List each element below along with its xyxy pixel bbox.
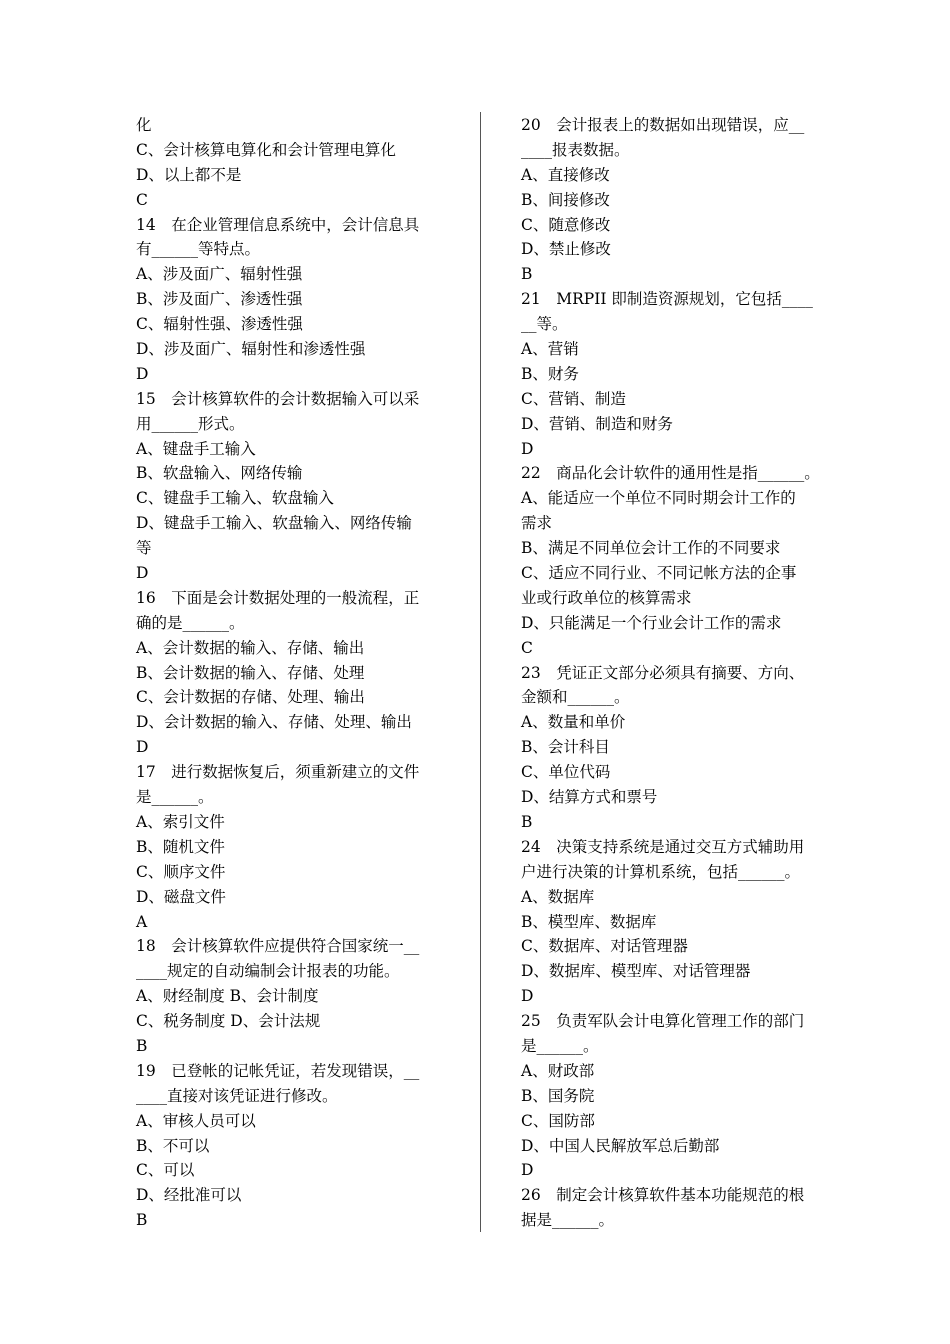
text-line: 19 已登帐的记帐凭证，若发现错误，__ xyxy=(136,1061,420,1080)
text-line: B、会计科目 xyxy=(521,738,610,757)
text-line: C、随意修改 xyxy=(521,215,611,234)
text-line: ____规定的自动编制会计报表的功能。 xyxy=(136,962,400,981)
text-line: D、涉及面广、辐射性和渗透性强 xyxy=(136,340,366,359)
text-line: 是______。 xyxy=(521,1036,599,1055)
text-line: A、财经制度 B、会计制度 xyxy=(136,987,319,1006)
text-line: B、涉及面广、渗透性强 xyxy=(136,290,303,309)
text-line: D、以上都不是 xyxy=(136,165,242,184)
text-line: D、营销、制造和财务 xyxy=(521,414,673,433)
text-line: A、索引文件 xyxy=(136,812,225,831)
text-line: B、不可以 xyxy=(136,1136,210,1155)
text-line: D xyxy=(136,738,149,757)
text-line: A、涉及面广、辐射性强 xyxy=(136,265,303,284)
text-line: D、键盘手工输入、软盘输入、网络传输 xyxy=(136,514,412,533)
text-line: 金额和______。 xyxy=(521,688,630,707)
text-line: 化 xyxy=(136,116,152,134)
text-line: 22 商品化会计软件的通用性是指______。 xyxy=(521,464,820,483)
text-line: D、结算方式和票号 xyxy=(521,788,658,807)
column-divider xyxy=(480,112,481,1232)
text-line: A、能适应一个单位不同时期会计工作的 xyxy=(521,489,796,508)
text-line: 需求 xyxy=(521,514,553,533)
text-line: A、数量和单价 xyxy=(521,713,626,732)
text-line: B、满足不同单位会计工作的不同要求 xyxy=(521,539,781,558)
text-line: 18 会计核算软件应提供符合国家统一__ xyxy=(136,937,420,956)
text-line: 确的是______。 xyxy=(136,613,245,632)
text-line: C、会计核算电算化和会计管理电算化 xyxy=(136,140,396,159)
text-line: D、禁止修改 xyxy=(521,240,611,259)
text-line: __等。 xyxy=(521,315,568,334)
text-line: B、财务 xyxy=(521,364,579,383)
text-line: A xyxy=(136,912,148,931)
text-line: D、磁盘文件 xyxy=(136,887,226,906)
text-line: ____报表数据。 xyxy=(521,140,630,159)
text-line: C、键盘手工输入、软盘输入 xyxy=(136,489,334,508)
text-line: 15 会计核算软件的会计数据输入可以采 xyxy=(136,389,420,408)
text-line: 是______。 xyxy=(136,788,214,807)
text-line: D xyxy=(136,564,149,583)
text-line: C、顺序文件 xyxy=(136,862,226,881)
text-line: 26 制定会计核算软件基本功能规范的根 xyxy=(521,1186,805,1205)
text-line: 20 会计报表上的数据如出现错误，应__ xyxy=(521,116,805,134)
text-line: C xyxy=(136,190,148,209)
text-line: 16 下面是会计数据处理的一般流程，正 xyxy=(136,588,420,607)
text-line: B、软盘输入、网络传输 xyxy=(136,464,303,483)
text-line: C、税务制度 D、会计法规 xyxy=(136,1012,321,1031)
text-line: C、适应不同行业、不同记帐方法的企事 xyxy=(521,564,797,583)
text-line: 等 xyxy=(136,539,152,558)
text-line: D、只能满足一个行业会计工作的需求 xyxy=(521,613,782,632)
text-line: 据是______。 xyxy=(521,1211,615,1230)
text-line: 25 负责军队会计电算化管理工作的部门 xyxy=(521,1012,805,1031)
text-line: A、财政部 xyxy=(521,1061,595,1080)
text-line: B xyxy=(136,1036,148,1055)
text-line: B xyxy=(521,265,533,284)
text-line: 户进行决策的计算机系统，包括______。 xyxy=(521,862,801,881)
text-line: 用______形式。 xyxy=(136,414,245,433)
text-line: A、直接修改 xyxy=(521,165,610,184)
text-line: D、中国人民解放军总后勤部 xyxy=(521,1136,720,1155)
text-line: D xyxy=(136,364,149,383)
right-column xyxy=(521,113,831,1233)
text-line: B、间接修改 xyxy=(521,190,610,209)
text-line: C、会计数据的存储、处理、输出 xyxy=(136,688,365,707)
text-line: D、经批准可以 xyxy=(136,1186,242,1205)
text-line: B、会计数据的输入、存储、处理 xyxy=(136,663,365,682)
text-line: 23 凭证正文部分必须具有摘要、方向、 xyxy=(521,663,805,682)
text-line: 有______等特点。 xyxy=(136,240,261,259)
text-line: B、模型库、数据库 xyxy=(521,912,657,931)
text-line: 21 MRPII 即制造资源规划，它包括____ xyxy=(521,290,813,309)
text-line: C、可以 xyxy=(136,1161,195,1180)
text-line: 17 进行数据恢复后，须重新建立的文件 xyxy=(136,763,420,782)
text-line: C、单位代码 xyxy=(521,763,611,782)
text-line: B xyxy=(521,812,533,831)
text-line: A、键盘手工输入 xyxy=(136,439,256,458)
text-line: C、营销、制造 xyxy=(521,389,626,408)
text-line: B xyxy=(136,1211,148,1230)
text-line: D、数据库、模型库、对话管理器 xyxy=(521,962,751,981)
text-line: 24 决策支持系统是通过交互方式辅助用 xyxy=(521,837,805,856)
text-line: ____直接对该凭证进行修改。 xyxy=(136,1086,338,1105)
text-line: D xyxy=(521,439,534,458)
text-line: C xyxy=(521,638,533,657)
text-line: A、会计数据的输入、存储、输出 xyxy=(136,638,365,657)
text-line: C、国防部 xyxy=(521,1111,595,1130)
text-line: A、审核人员可以 xyxy=(136,1111,256,1130)
left-column xyxy=(136,113,442,1233)
text-line: 14 在企业管理信息系统中，会计信息具 xyxy=(136,215,420,234)
text-line: D xyxy=(521,1161,534,1180)
text-line: D xyxy=(521,987,534,1006)
text-line: A、数据库 xyxy=(521,887,595,906)
text-line: C、辐射性强、渗透性强 xyxy=(136,315,303,334)
text-line: 业或行政单位的核算需求 xyxy=(521,588,692,607)
text-line: B、国务院 xyxy=(521,1086,595,1105)
text-line: A、营销 xyxy=(521,340,579,359)
text-line: B、随机文件 xyxy=(136,837,225,856)
text-line: D、会计数据的输入、存储、处理、输出 xyxy=(136,713,412,732)
text-line: C、数据库、对话管理器 xyxy=(521,937,688,956)
